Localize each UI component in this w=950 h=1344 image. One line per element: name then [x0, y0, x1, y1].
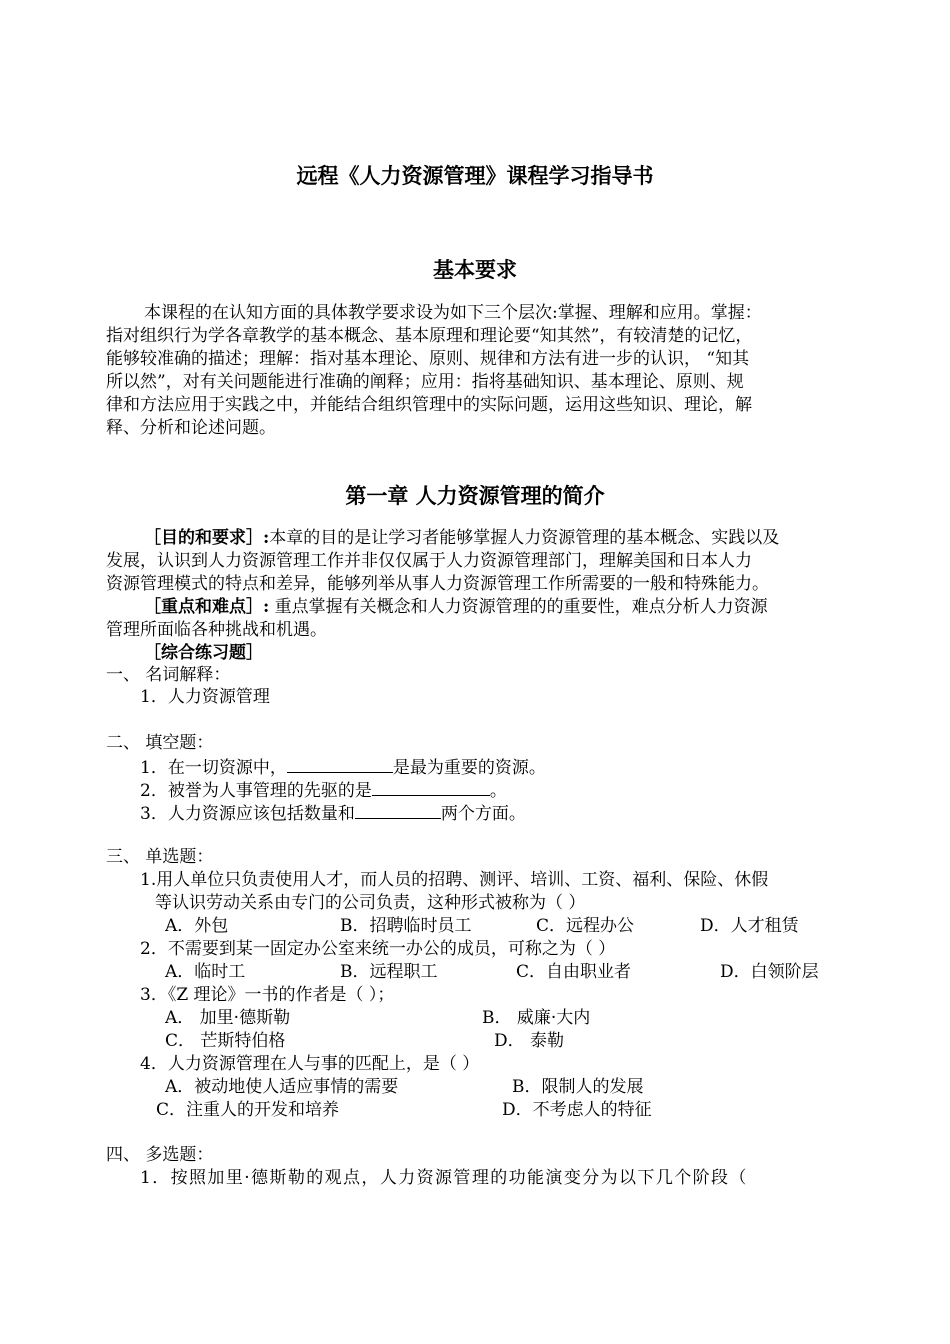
option-a: A． 加里·德斯勒	[165, 1008, 291, 1028]
basic-line: 指对组织行为学各章教学的基本概念、基本原理和理论要“知其然”，有较清楚的记忆，	[106, 326, 753, 346]
goal-line: 本章的目的是让学习者能够掌握人力资源管理的基本概念、实践以及	[269, 528, 780, 548]
option-b: B．限制人的发展	[512, 1077, 644, 1097]
option-d: D．人才租赁	[700, 916, 799, 936]
section1-title: 一、 名词解释：	[106, 665, 231, 685]
section1-item: 1．人力资源管理	[140, 687, 270, 707]
option-b: B． 威廉·大内	[482, 1008, 591, 1028]
single-q1-line1: 1.用人单位只负责使用人才，而人员的招聘、测评、培训、工资、福利、保险、休假	[140, 870, 769, 890]
option-c: C． 芒斯特伯格	[165, 1031, 286, 1051]
document-title: 远程《人力资源管理》课程学习指导书	[296, 163, 654, 188]
fill-question-3: 3．人力资源应该包括数量和 两个方面。	[140, 801, 526, 826]
option-b: B．招聘临时员工	[340, 916, 472, 936]
basic-line: 能够较准确的描述；理解：指对基本理论、原则、规律和方法有进一步的认识， “知其	[106, 349, 750, 369]
chapter1-heading: 第一章 人力资源管理的简介	[345, 483, 605, 508]
multi-q1: 1．按照加里·德斯勒的观点，人力资源管理的功能演变分为以下几个阶段（	[140, 1168, 748, 1188]
goal-label: ［目的和要求］:	[144, 528, 270, 548]
section2-title: 二、 填空题：	[106, 733, 214, 753]
option-c: C．自由职业者	[516, 962, 632, 982]
basic-requirements-heading: 基本要求	[433, 257, 517, 282]
basic-line: 律和方法应用于实践之中，并能结合组织管理中的实际问题，运用这些知识、理论，解	[106, 395, 752, 415]
key-label: ［重点和难点］:	[144, 597, 270, 617]
basic-line: 释、分析和论述问题。	[106, 418, 276, 438]
single-q4: 4．人力资源管理在人与事的匹配上，是（ ）	[140, 1054, 480, 1074]
single-q1-line2: 等认识劳动关系由专门的公司负责，这种形式被称为（ ）	[155, 893, 586, 913]
section3-title: 三、 单选题：	[106, 847, 214, 867]
goal-line: 资源管理模式的特点和差异，能够列举从事人力资源管理工作所需要的一般和特殊能力。	[106, 574, 769, 594]
section4-title: 四、 多选题：	[106, 1145, 214, 1165]
option-b: B．远程职工	[340, 962, 438, 982]
option-a: A．临时工	[165, 962, 246, 982]
single-q2: 2．不需要到某一固定办公室来统一办公的成员，可称之为（ ）	[140, 939, 616, 959]
answer-blank	[355, 801, 441, 819]
answer-blank	[287, 755, 393, 773]
exercise-label: ［综合练习题］	[144, 643, 263, 663]
option-c: C．远程办公	[536, 916, 635, 936]
key-line: 管理所面临各种挑战和机遇。	[106, 620, 327, 640]
basic-line: 所以然”，对有关问题能进行准确的阐释；应用：指将基础知识、基本理论、原则、规	[106, 372, 744, 392]
basic-line: 本课程的在认知方面的具体教学要求设为如下三个层次:掌握、理解和应用。掌握：	[144, 303, 762, 323]
fill-question-2: 2．被誉为人事管理的先驱的是 。	[140, 778, 507, 803]
single-q3: 3．《Z 理论》一书的作者是（ ）；	[140, 985, 395, 1005]
option-d: D．白领阶层	[720, 962, 819, 982]
fill-question-1: 1．在一切资源中， 是最为重要的资源。	[140, 755, 546, 780]
option-a: A．外包	[165, 916, 229, 936]
option-c: C．注重人的开发和培养	[156, 1100, 340, 1120]
option-d: D．不考虑人的特征	[502, 1100, 652, 1120]
option-d: D． 泰勒	[494, 1031, 565, 1051]
answer-blank	[372, 778, 490, 796]
goal-line: 发展，认识到人力资源管理工作并非仅仅属于人力资源管理部门，理解美国和日本人力	[106, 551, 752, 571]
key-line: 重点掌握有关概念和人力资源管理的的重要性，难点分析人力资源	[269, 597, 768, 617]
option-a: A．被动地使人适应事情的需要	[165, 1077, 399, 1097]
